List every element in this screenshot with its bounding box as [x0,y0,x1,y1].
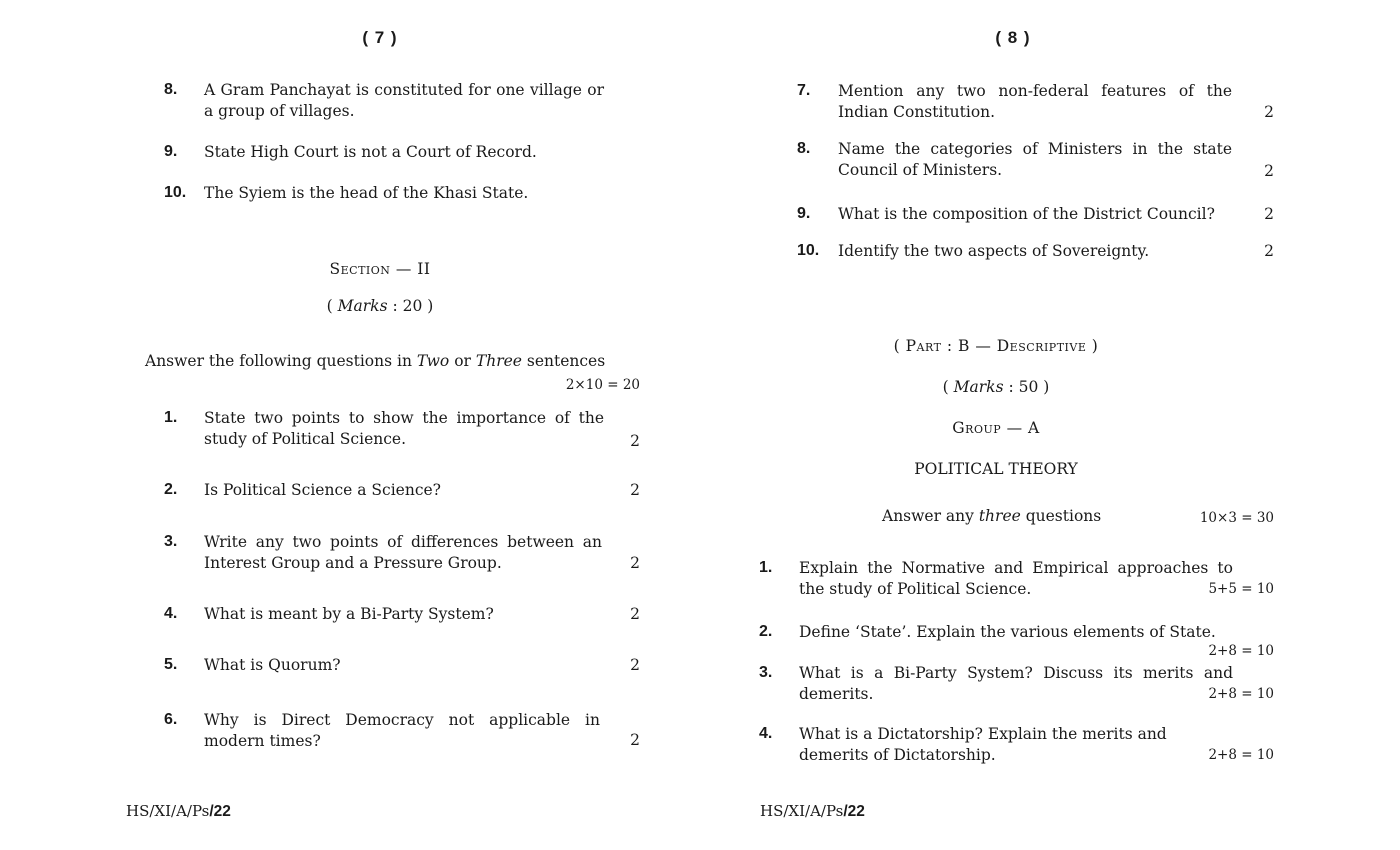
question-number: 4. [759,725,773,742]
question-marks: 2+8 = 10 [1208,747,1274,763]
question-marks: 2 [1264,242,1274,260]
question-number: 1. [759,559,773,576]
question-text: What is meant by a Bi-Party System? [204,605,494,623]
question-number: 2. [164,481,178,498]
question-marks: 2 [630,432,640,450]
question-marks: 2 [630,554,640,572]
question-number: 6. [164,711,178,728]
question-number: 4. [164,605,178,622]
question-marks: 2 [1264,162,1274,180]
question-marks: 2 [1264,205,1274,223]
part-title: ( Part : B — Descriptive ) [893,337,1099,355]
part-marks: ( Marks : 50 ) [942,378,1050,396]
question-number: 1. [164,409,178,426]
question-number: 2. [759,623,773,640]
question-text: Name the categories of Ministers in the state Council of Ministers. [838,140,1232,179]
question-text: Write any two points of differences between an Interest Group and a Pressure Group. [204,533,602,572]
question-marks: 2 [630,481,640,499]
question-number: 3. [759,664,773,681]
question-marks: 2 [1264,103,1274,121]
question-marks: 2+8 = 10 [1208,643,1274,659]
group-title: Group — A [952,419,1040,437]
question-text: Identify the two aspects of Sovereignty. [838,242,1150,260]
descriptive-instruction: Answer any three questions [882,507,1102,525]
page-number-left: ( 7 ) [362,28,398,47]
question-text: What is a Bi-Party System? Discuss its merits and demerits. [799,664,1233,703]
instruction-marks: 10×3 = 30 [1199,510,1274,526]
page-footer-left: HS/XI/A/Ps/22 [126,802,231,820]
question-text: Is Political Science a Science? [204,481,441,499]
question-marks: 2 [630,605,640,623]
question-text: What is the composition of the District Council? [838,205,1215,223]
question-number: 10. [797,242,820,259]
question-text: Define ‘State’. Explain the various elements of State. [799,623,1216,641]
page-number-right: ( 8 ) [995,28,1031,47]
group-subject: POLITICAL THEORY [914,460,1078,478]
tf-item-text: A Gram Panchayat is constituted for one village or a group of villages. [204,81,604,120]
question-number: 5. [164,656,178,673]
question-text: Explain the Normative and Empirical approaches to the study of Political Science. [799,559,1233,598]
question-marks: 5+5 = 10 [1208,581,1274,597]
section-instruction: Answer the following questions in Two or Three sentences [145,352,606,370]
instruction-marks: 2×10 = 20 [565,377,640,393]
tf-item-number: 9. [164,143,178,160]
question-text: Mention any two non-federal features of the Indian Constitution. [838,82,1232,121]
question-text: What is Quorum? [204,656,341,674]
question-text: State two points to show the importance of the study of Political Science. [204,409,604,448]
page-footer-right: HS/XI/A/Ps/22 [760,802,865,820]
question-number: 7. [797,82,811,99]
question-marks: 2+8 = 10 [1208,686,1274,702]
question-number: 3. [164,533,178,550]
question-number: 9. [797,205,811,222]
question-marks: 2 [630,731,640,749]
question-number: 8. [797,140,811,157]
tf-item-number: 10. [164,184,187,201]
question-text: What is a Dictatorship? Explain the merits and demerits of Dictatorship. [799,725,1167,764]
question-marks: 2 [630,656,640,674]
tf-item-number: 8. [164,81,178,98]
tf-item-text: State High Court is not a Court of Record. [204,143,537,161]
section-marks: ( Marks : 20 ) [326,297,434,315]
section-title: Section — II [329,260,431,278]
tf-item-text: The Syiem is the head of the Khasi State. [204,184,529,202]
question-text: Why is Direct Democracy not applicable in modern times? [204,711,600,750]
